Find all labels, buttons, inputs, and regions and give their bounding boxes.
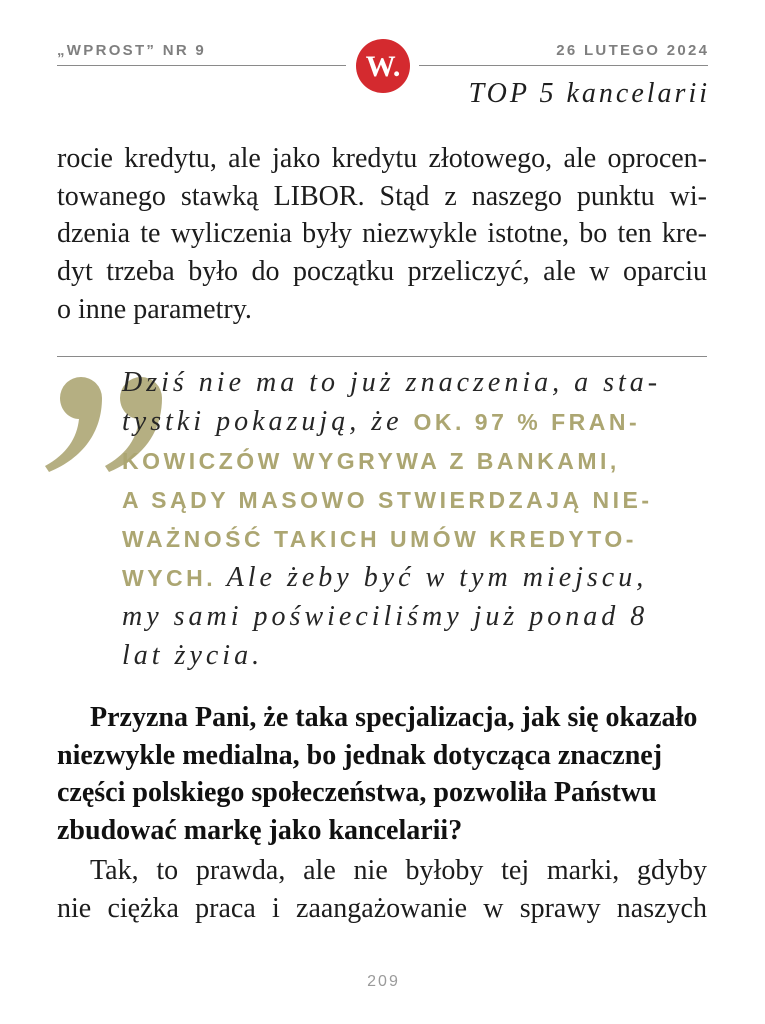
header-rule-right	[419, 65, 708, 66]
pull-quote-text: Dziś nie ma to już znaczenia, a sta-	[122, 367, 662, 398]
header-rule-left	[57, 65, 346, 66]
brand-logo	[355, 38, 411, 94]
pull-quote-line	[122, 636, 661, 675]
question-line: niezwykle medialna, bo jednak dotycząca znacznej	[57, 739, 663, 771]
pull-quote	[122, 363, 661, 675]
section-title: TOP 5 kancelarii	[468, 78, 710, 109]
pull-quote-line	[122, 363, 661, 402]
pull-quote-text: my sami poświeciliśmy już ponad 8	[122, 601, 649, 632]
answer-line: nie ciężka praca i zaangażowanie w sprawy naszych	[57, 892, 707, 924]
pull-quote-highlight: KOWICZÓW WYGRYWA Z BANKAMI,	[122, 448, 620, 474]
logo-text: W.	[365, 50, 401, 83]
question-line: Przyzna Pani, że taka specjalizacja, jak się okazało	[90, 702, 698, 733]
page-number: 209	[367, 973, 400, 990]
pull-quote-line	[122, 597, 661, 636]
issue-label: „WPROST” NR 9	[57, 42, 207, 59]
paragraph-line: o inne parametry.	[57, 293, 252, 325]
question-line: części polskiego społeczeństwa, pozwoliła Państwu	[57, 777, 657, 809]
interview-answer	[57, 852, 707, 927]
divider	[57, 356, 707, 357]
pull-quote-highlight: WYCH.	[122, 565, 217, 591]
issue-date: 26 LUTEGO 2024	[556, 42, 710, 59]
question-line: zbudować markę jako kancelarii?	[57, 815, 463, 847]
answer-line: Tak, to prawda, ale nie byłoby tej marki, gdyby	[90, 855, 707, 886]
quote-mark-glyph	[45, 377, 102, 472]
paragraph-line: rocie kredytu, ale jako kredytu złotowego, ale oprocen-	[57, 143, 707, 174]
pull-quote-highlight: A SĄDY MASOWO STWIERDZAJĄ NIE-	[122, 487, 653, 513]
pull-quote-line	[122, 402, 661, 441]
pull-quote-line	[122, 441, 661, 480]
article-paragraph	[57, 140, 707, 328]
pull-quote-line	[122, 519, 661, 558]
pull-quote-text: lat życia.	[122, 640, 264, 671]
pull-quote-line	[122, 558, 661, 597]
pull-quote-highlight: OK. 97 % FRAN-	[413, 409, 641, 435]
paragraph-line: dyt trzeba było do początku przeliczyć, ale w oparciu	[57, 256, 707, 288]
pull-quote-highlight: WAŻNOŚĆ TAKICH UMÓW KREDYTO-	[122, 526, 637, 552]
paragraph-line: towanego stawką LIBOR. Stąd z naszego punktu wi-	[57, 180, 707, 212]
pull-quote-text: tystki pokazują, że	[122, 406, 403, 437]
interview-question	[57, 699, 707, 850]
pull-quote-line	[122, 480, 661, 519]
pull-quote-text: Ale żeby być w tym miejscu,	[226, 562, 648, 593]
paragraph-line: dzenia te wyliczenia były niezwykle istotne, bo ten kre-	[57, 218, 707, 250]
